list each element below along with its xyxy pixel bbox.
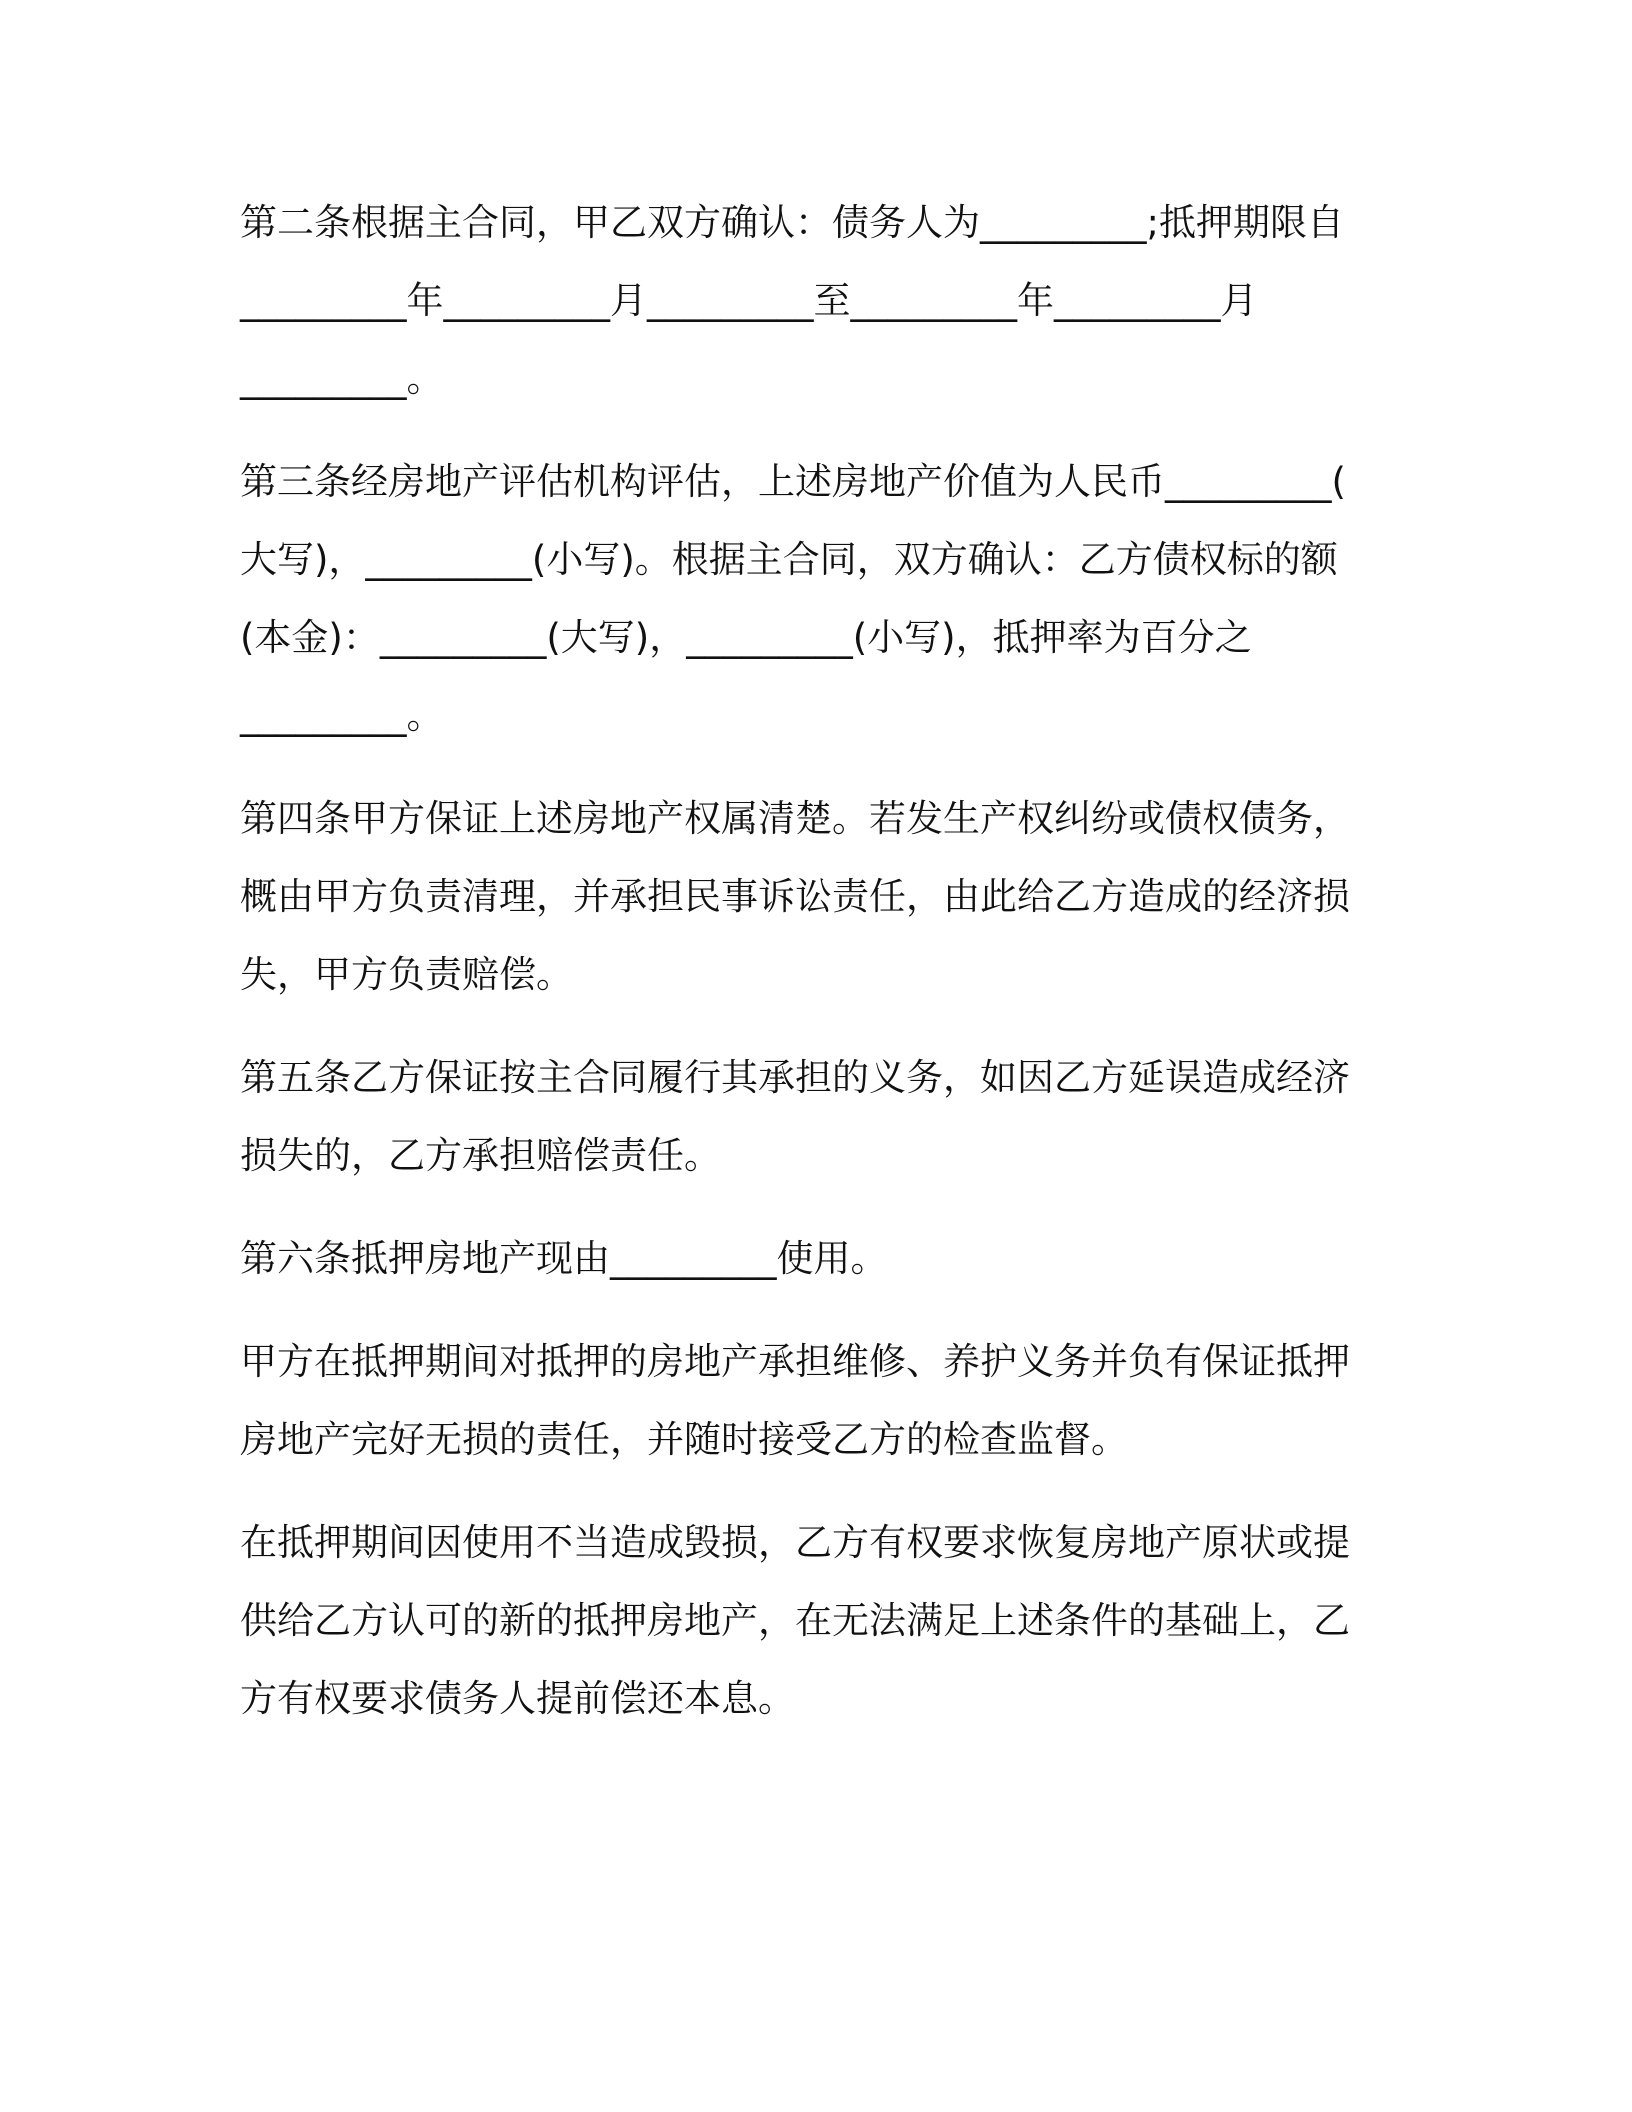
text-line: 在抵押期间因使用不当造成毁损，乙方有权要求恢复房地产原状或提	[240, 1521, 1350, 1564]
text-line: _________年_________月_________至_________年_________月	[240, 279, 1258, 322]
text-line: 第四条甲方保证上述房地产权属清楚。若发生产权纠纷或债权债务，	[240, 797, 1350, 840]
text-line: (本金)：_________(大写)，_________(小写)，抵押率为百分之	[240, 616, 1252, 659]
text-line: _________。	[240, 357, 444, 400]
maintenance-paragraph	[240, 1323, 1365, 1479]
damage-paragraph	[240, 1504, 1365, 1738]
text-line: 失，甲方负责赔偿。	[240, 953, 573, 996]
text-line: 损失的，乙方承担赔偿责任。	[240, 1134, 721, 1177]
document-body	[240, 184, 1365, 1763]
text-line: 第六条抵押房地产现由_________使用。	[240, 1237, 888, 1280]
text-line: 第五条乙方保证按主合同履行其承担的义务，如因乙方延误造成经济	[240, 1056, 1350, 1099]
text-line: 概由甲方负责清理，并承担民事诉讼责任，由此给乙方造成的经济损	[240, 875, 1350, 918]
text-line: 房地产完好无损的责任，并随时接受乙方的检查监督。	[240, 1418, 1128, 1461]
article-3-paragraph	[240, 443, 1365, 755]
article-4-paragraph	[240, 780, 1365, 1014]
text-line: 供给乙方认可的新的抵押房地产，在无法满足上述条件的基础上，乙	[240, 1599, 1350, 1642]
text-line: 大写)，_________(小写)。根据主合同，双方确认：乙方债权标的额	[240, 538, 1338, 581]
text-line: 甲方在抵押期间对抵押的房地产承担维修、养护义务并负有保证抵押	[240, 1340, 1350, 1383]
text-line: 第三条经房地产评估机构评估，上述房地产价值为人民币_________(	[240, 460, 1346, 503]
article-5-paragraph	[240, 1039, 1365, 1195]
text-line: 方有权要求债务人提前偿还本息。	[240, 1677, 795, 1720]
article-6-paragraph	[240, 1220, 1365, 1298]
text-line: _________。	[240, 694, 444, 737]
text-line: 第二条根据主合同，甲乙双方确认：债务人为_________;抵押期限自	[240, 201, 1344, 244]
article-2-paragraph	[240, 184, 1365, 418]
